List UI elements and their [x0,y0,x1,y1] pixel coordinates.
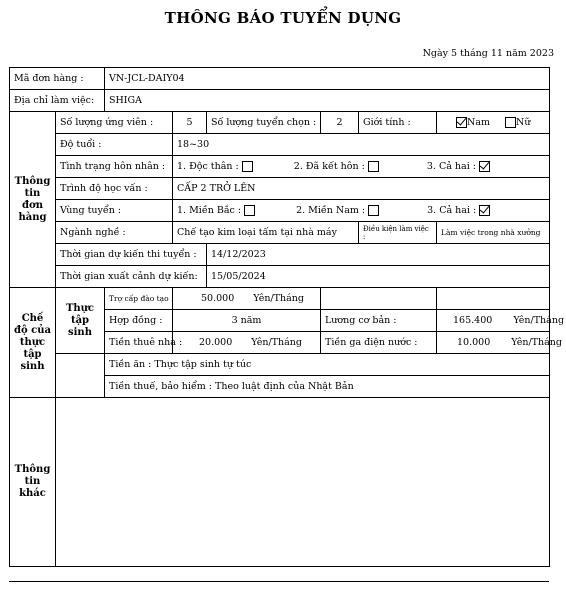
region-south-checkbox[interactable] [368,205,379,216]
document-date: Ngày 5 tháng 11 năm 2023 [422,48,554,59]
address-label: Địa chỉ làm việc: [10,90,105,112]
departure-value: 15/05/2024 [207,266,550,288]
utility-cell [437,332,562,354]
gender-female-label: Nữ [516,117,531,128]
tax-spacer [56,376,105,398]
salary-value: 165.400 [453,315,493,326]
bottom-divider [9,581,549,582]
order-info-section-label: Thông tin đơn hàng [10,112,56,288]
exam-time-value: 14/12/2023 [207,244,550,266]
allowance-unit: Yên/Tháng [253,293,304,304]
rent-value: 20.000 [199,337,233,348]
departure-row [10,266,550,288]
address-row [10,90,550,112]
region-both-label: 3. Cả hai : [427,205,477,216]
allowance-cell [173,288,321,310]
gender-options [437,112,550,134]
utility-unit: Yên/Tháng [511,337,562,348]
industry-label: Ngành nghề : [56,222,173,244]
age-value: 18~30 [173,134,550,156]
page-title: THÔNG BÁO TUYỂN DỤNG [164,9,402,27]
marital-married-checkbox[interactable] [368,161,379,172]
region-label: Vùng tuyển : [56,200,173,222]
allowance-empty-1 [321,288,437,310]
marital-single-checkbox[interactable] [242,161,253,172]
marital-both-checkbox[interactable] [479,161,490,172]
applicants-value: 5 [173,112,207,134]
region-row [10,200,550,222]
address-value: SHIGA [105,90,550,112]
conditions-value: Làm việc trong nhà xưởng [437,222,550,244]
departure-label: Thời gian xuất cảnh dự kiến: [56,266,207,288]
contract-label: Hợp đồng : [105,310,173,332]
salary-unit: Yên/Tháng [513,315,565,326]
allowance-label: Trợ cấp đào tạo : [105,288,173,310]
recruitment-table [9,67,565,567]
industry-row [10,222,550,244]
meal-spacer [56,354,105,376]
other-info-section-label: Thông tin khác [10,398,56,567]
gender-female-checkbox[interactable] [505,117,516,128]
salary-cell [437,310,565,332]
intern-policy-section-label: Chế độ của thực tập sinh [10,288,56,398]
industry-value: Chế tạo kim loại tấm tại nhà máy [173,222,359,244]
marital-options [173,156,550,178]
exam-time-row [10,244,550,266]
tax-text: Tiền thuế, bảo hiểm : Theo luật định của Nhật Bản [105,376,550,398]
education-row [10,178,550,200]
order-code-value: VN-JCL-DAIY04 [105,68,550,90]
applicants-row [10,112,550,134]
allowance-empty-2 [437,288,550,310]
meal-text: Tiền ăn : Thực tập sinh tự túc [105,354,550,376]
order-code-row [10,68,550,90]
region-south-label: 2. Miền Nam : [296,205,366,216]
applicants-label: Số lượng ứng viên : [56,112,173,134]
exam-time-label: Thời gian dự kiến thi tuyển : [56,244,207,266]
other-info-row [10,398,550,567]
education-label: Trình độ học vấn : [56,178,173,200]
order-code-label: Mã đơn hàng : [10,68,105,90]
intern-sub-label: Thực tập sinh [56,288,105,354]
allowance-row [10,288,550,310]
marital-label: Tình trạng hôn nhân : [56,156,173,178]
marital-both-label: 3. Cả hai : [426,161,476,172]
gender-male-checkbox[interactable] [456,117,467,128]
other-info-content [56,398,550,567]
age-row [10,134,550,156]
region-both-checkbox[interactable] [479,205,490,216]
rent-label: Tiền thuê nhà : [105,332,173,354]
gender-label: Giới tính : [359,112,437,134]
contract-value: 3 năm [173,310,321,332]
utility-label: Tiền ga điện nước : [321,332,437,354]
salary-label: Lương cơ bản : [321,310,437,332]
meal-row [10,354,550,376]
education-value: CẤP 2 TRỞ LÊN [173,178,550,200]
allowance-value: 50.000 [201,293,235,304]
utility-value: 10.000 [457,337,491,348]
rent-unit: Yên/Tháng [251,337,302,348]
gender-male-label: Nam [467,117,490,128]
age-label: Độ tuổi : [56,134,173,156]
region-north-checkbox[interactable] [244,205,255,216]
region-options [173,200,550,222]
rent-cell [173,332,321,354]
marital-row [10,156,550,178]
region-north-label: 1. Miền Bắc : [177,205,242,216]
marital-single-label: 1. Độc thân : [177,161,239,172]
conditions-label: Điều kiện làm việc : [359,222,437,244]
selected-label: Số lượng tuyển chọn : [207,112,321,134]
marital-married-label: 2. Đã kết hôn : [293,161,365,172]
selected-value: 2 [321,112,359,134]
tax-row [10,376,550,398]
